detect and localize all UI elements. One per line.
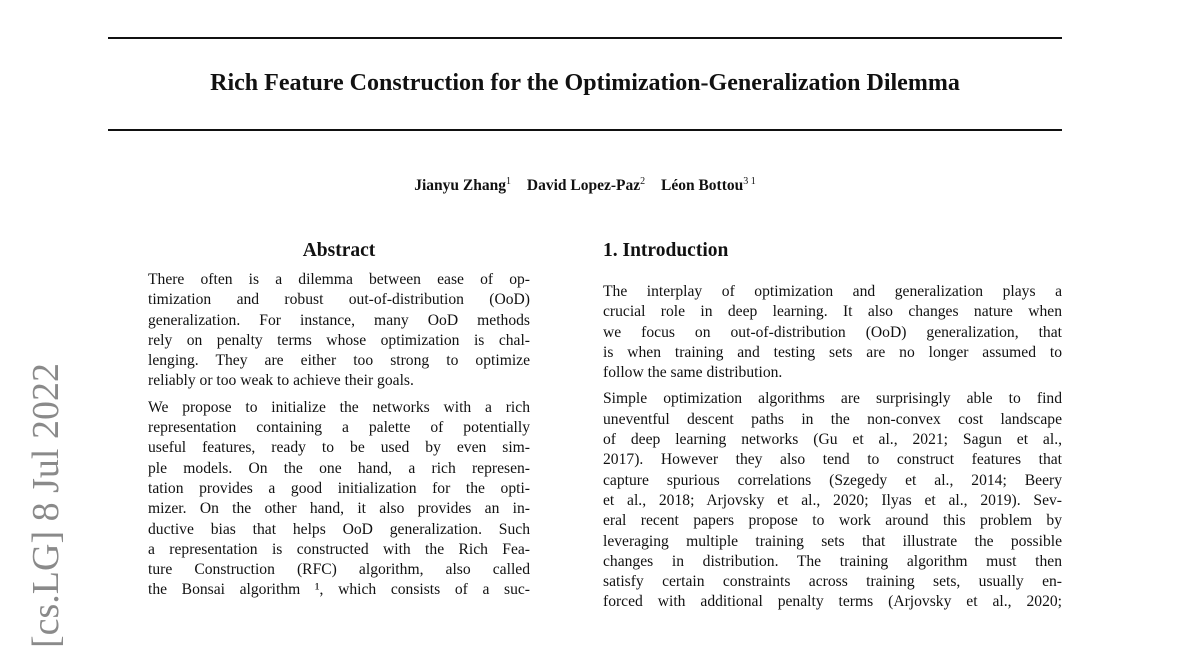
author: [527, 177, 645, 194]
text-line: of deep learning networks (Gu et al., 2021; Sagun et al.,: [603, 431, 1062, 449]
text-line: ductive bias that helps OoD generalization. Such: [148, 520, 530, 538]
text-line: crucial role in deep learning. It also changes nature when: [603, 303, 1062, 321]
introduction-heading: 1. Introduction: [603, 240, 729, 261]
author-name: David Lopez-Paz: [526, 177, 641, 195]
affiliation-mark: 1: [506, 176, 512, 187]
paragraph: [603, 389, 1062, 612]
author-list: [108, 176, 1062, 195]
text-line: ture Construction (RFC) algorithm, also called: [148, 561, 530, 579]
text-line: capture spurious correlations (Szegedy et al., 2014; Beery: [603, 471, 1062, 489]
text-line: ple models. On the one hand, a rich represen-: [148, 459, 530, 477]
abstract-body: [148, 270, 530, 601]
text-line: There often is a dilemma between ease of op-: [148, 271, 530, 288]
text-line: We propose to initialize the networks with a rich: [148, 398, 530, 416]
text-line: is when training and testing sets are no longer assumed to: [603, 343, 1062, 361]
text-line: et al., 2018; Arjovsky et al., 2020; Ilyas et al., 2019). Sev-: [603, 491, 1062, 509]
text-line: satisfy certain constraints across training sets, usually en-: [603, 573, 1062, 591]
text-line: timization and robust out-of-distribution (OoD): [148, 291, 530, 309]
author-name: Léon Bottou: [661, 177, 744, 195]
paragraph: [148, 270, 530, 392]
text-line: the Bonsai algorithm ¹, which consists of a suc-: [148, 581, 530, 599]
affiliation-mark: 3 1: [743, 176, 756, 187]
introduction-body: [603, 282, 1062, 613]
text-line: rely on penalty terms whose optimization is chal-: [148, 331, 530, 349]
text-line: lenging. They are either too strong to optimize: [148, 352, 530, 370]
text-line: eral recent papers propose to work around this problem by: [603, 512, 1062, 530]
top-rule: [108, 37, 1062, 39]
paper-title: Rich Feature Construction for the Optimization-Generalization Dilemma: [210, 70, 960, 96]
author-name: Jianyu Zhang: [414, 177, 507, 195]
arxiv-stamp: [cs.LG] 8 Jul 2022: [25, 363, 67, 648]
text-line: we focus on out-of-distribution (OoD) generalization, that: [603, 323, 1062, 341]
text-line: changes in distribution. The training algorithm must then: [603, 552, 1062, 570]
text-line: follow the same distribution.: [603, 364, 783, 382]
paragraph: [603, 282, 1062, 383]
text-line: The interplay of optimization and generalization plays a: [603, 283, 1062, 300]
text-line: representation containing a palette of potentially: [148, 419, 530, 437]
text-line: useful features, ready to be used by even sim-: [148, 439, 530, 457]
text-line: Simple optimization algorithms are surprisingly able to find: [603, 390, 1062, 408]
text-line: a representation is constructed with the Rich Fea-: [148, 540, 530, 558]
paragraph: [148, 398, 530, 601]
text-line: generalization. For instance, many OoD methods: [148, 311, 530, 329]
text-line: mizer. On the other hand, it also provides an in-: [148, 500, 530, 518]
text-line: uneventful descent paths in the non-convex cost landscape: [603, 410, 1062, 428]
text-line: reliably or too weak to achieve their goals.: [148, 372, 414, 390]
text-line: 2017). However they also tend to construct features that: [603, 451, 1062, 469]
author: [414, 177, 511, 194]
author: [661, 177, 756, 194]
text-line: forced with additional penalty terms (Arjovsky et al., 2020;: [603, 593, 1062, 611]
affiliation-mark: 2: [640, 176, 646, 187]
abstract-section: [148, 240, 530, 607]
text-line: leveraging multiple training sets that illustrate the possible: [603, 532, 1062, 550]
introduction-section: [603, 240, 1062, 619]
text-line: tation provides a good initialization for the opti-: [148, 479, 530, 497]
title-bottom-rule: [108, 129, 1062, 131]
abstract-heading: Abstract: [302, 240, 376, 261]
